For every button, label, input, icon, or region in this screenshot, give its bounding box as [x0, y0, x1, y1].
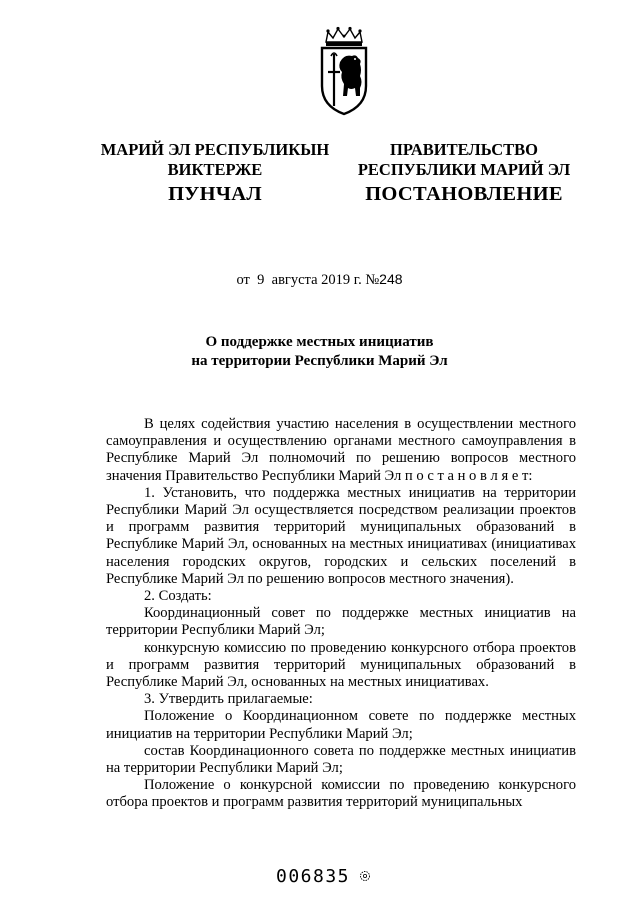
- body-paragraph: Координационный совет по поддержке местных инициатив на территории Республики Марий Эл;: [106, 605, 576, 639]
- title-line1: О поддержке местных инициатив: [205, 334, 434, 350]
- header-right-line1: ПРАВИТЕЛЬСТВО: [390, 140, 538, 159]
- body-paragraph: Положение о Координационном совете по поддержке местных инициатив на территории Республики Марий Эл;: [106, 708, 576, 742]
- document-number: 248: [379, 271, 403, 287]
- header-right-doc-type: ПОСТАНОВЛЕНИЕ: [365, 183, 563, 205]
- document-date-line: [0, 271, 639, 289]
- body-paragraph: 1. Установить, что поддержка местных инициатив на территории Республики Марий Эл осуществляется посредством реализации проектов и программ развития территорий муниципальных образований в Республике Марий Эл, основанных на местных инициативах (инициативах населения городских округов, городских и сельских поселений в Республике Марий Эл по решению вопросов местного значения).: [106, 484, 576, 587]
- document-body: [106, 416, 576, 812]
- body-paragraph: 2. Создать:: [144, 588, 212, 605]
- body-paragraph: состав Координационного совета по поддержке местных инициатив на территории Республики Марий Эл;: [106, 742, 576, 777]
- body-paragraph: Положение о конкурсной комиссии по проведению конкурсного отбора проектов и программ развития территорий муниципальных: [106, 777, 576, 811]
- header-left-line2: ВИКТЕРЖЕ: [167, 160, 263, 179]
- coat-of-arms-emblem: [318, 26, 370, 116]
- date-prefix: от: [236, 272, 250, 288]
- body-paragraph: конкурсную комиссию по проведению конкурсного отбора проектов и программ развития территорий муниципальных образований в Республике Марий Эл, основанных на местных инициативах.: [106, 639, 576, 691]
- header-left-doc-type: ПУНЧАЛ: [168, 183, 262, 205]
- header-right-block: [352, 140, 576, 206]
- title-line2: на территории Республики Марий Эл: [191, 353, 448, 369]
- form-serial-number: 006835: [276, 866, 351, 887]
- header-right-line2: РЕСПУБЛИКИ МАРИЙ ЭЛ: [357, 160, 571, 179]
- date-month-year: августа 2019 г. №: [271, 272, 380, 288]
- header-left-block: [95, 140, 335, 206]
- form-mark-icon: [358, 869, 372, 883]
- document-title: [0, 333, 639, 371]
- body-paragraph: В целях содействия участию населения в осуществлении местного самоуправления и осуществлению органами местного самоуправления в Республике Марий Эл полномочий по решению вопросов местного значения Правительство Республики Марий Эл п о с т а н о в л я е т:: [106, 416, 576, 484]
- header-left-line1: МАРИЙ ЭЛ РЕСПУБЛИКЫН: [100, 140, 330, 159]
- body-paragraph: 3. Утвердить прилагаемые:: [144, 691, 313, 708]
- date-day: 9: [257, 272, 265, 288]
